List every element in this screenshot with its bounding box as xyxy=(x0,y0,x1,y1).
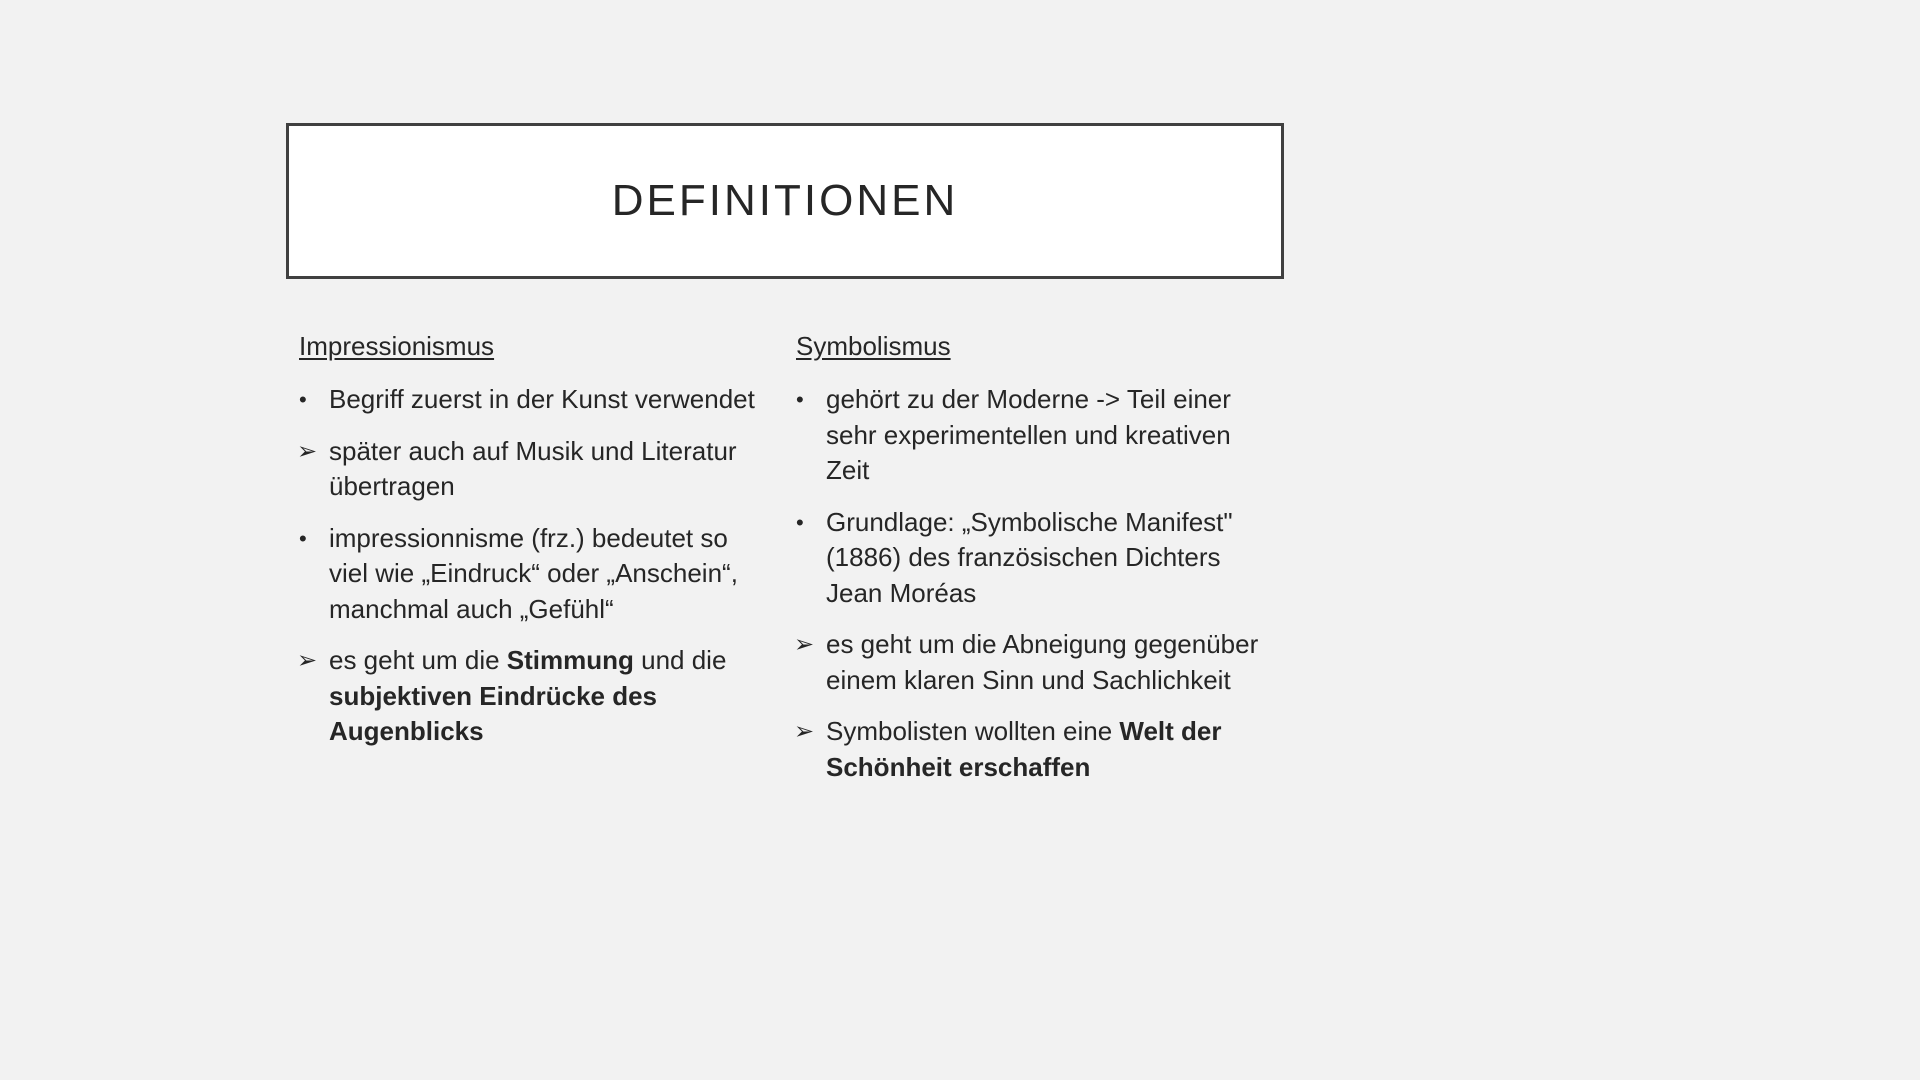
bullet-icon: • xyxy=(299,525,307,551)
title-box xyxy=(286,123,1284,279)
list-item xyxy=(299,643,769,750)
arrow-bullet-icon: ➢ xyxy=(794,631,815,658)
list-item-text: später auch auf Musik und Literatur übertragen xyxy=(329,435,737,501)
emphasis-welt-der-schoenheit: Welt der Schönheit erschaffen xyxy=(826,716,1222,782)
emphasis-stimmung: Stimmung xyxy=(506,645,634,675)
list-item xyxy=(299,382,769,418)
bullet-icon: • xyxy=(796,387,804,412)
impressionismus-heading: Impressionismus xyxy=(299,331,495,361)
arrow-bullet-icon: ➢ xyxy=(297,437,318,465)
list-item xyxy=(796,714,1266,785)
list-item xyxy=(796,505,1266,612)
symbolismus-list xyxy=(796,382,1266,785)
list-item-text: es geht um die Abneigung gegenüber einem klaren Sinn und Sachlichkeit xyxy=(826,629,1259,695)
list-item-text: gehört zu der Moderne -> Teil einer sehr experimentellen und kreativen Zeit xyxy=(826,384,1231,485)
arrow-bullet-icon: ➢ xyxy=(297,647,318,674)
list-item xyxy=(796,382,1266,489)
bullet-icon: • xyxy=(796,509,804,535)
slide-title: DEFINITIONEN xyxy=(611,176,959,225)
list-item-text: Symbolisten wollten eine xyxy=(826,716,1120,746)
list-item-text: Grundlage: „Symbolische Manifest" (1886) des französischen Dichters Jean Moréas xyxy=(826,506,1233,608)
list-item-text: impressionnisme (frz.) bedeutet so viel wie „Eindruck“ oder „Anschein“, manchmal auch „Gefühl“ xyxy=(329,522,738,624)
bullet-icon: • xyxy=(299,387,307,412)
list-item-text: Begriff zuerst in der Kunst verwendet xyxy=(329,384,755,414)
symbolismus-heading: Symbolismus xyxy=(796,331,951,361)
list-item-text: es geht um die xyxy=(329,645,507,675)
symbolismus-column xyxy=(796,328,1266,801)
impressionismus-list xyxy=(299,382,769,750)
arrow-bullet-icon: ➢ xyxy=(794,718,815,745)
list-item xyxy=(796,627,1266,698)
list-item xyxy=(299,434,769,505)
impressionismus-column xyxy=(299,328,769,766)
list-item xyxy=(299,521,769,628)
list-item-text: und die xyxy=(633,645,727,675)
emphasis-eindruecke: subjektiven Eindrücke des Augenblicks xyxy=(329,680,658,746)
